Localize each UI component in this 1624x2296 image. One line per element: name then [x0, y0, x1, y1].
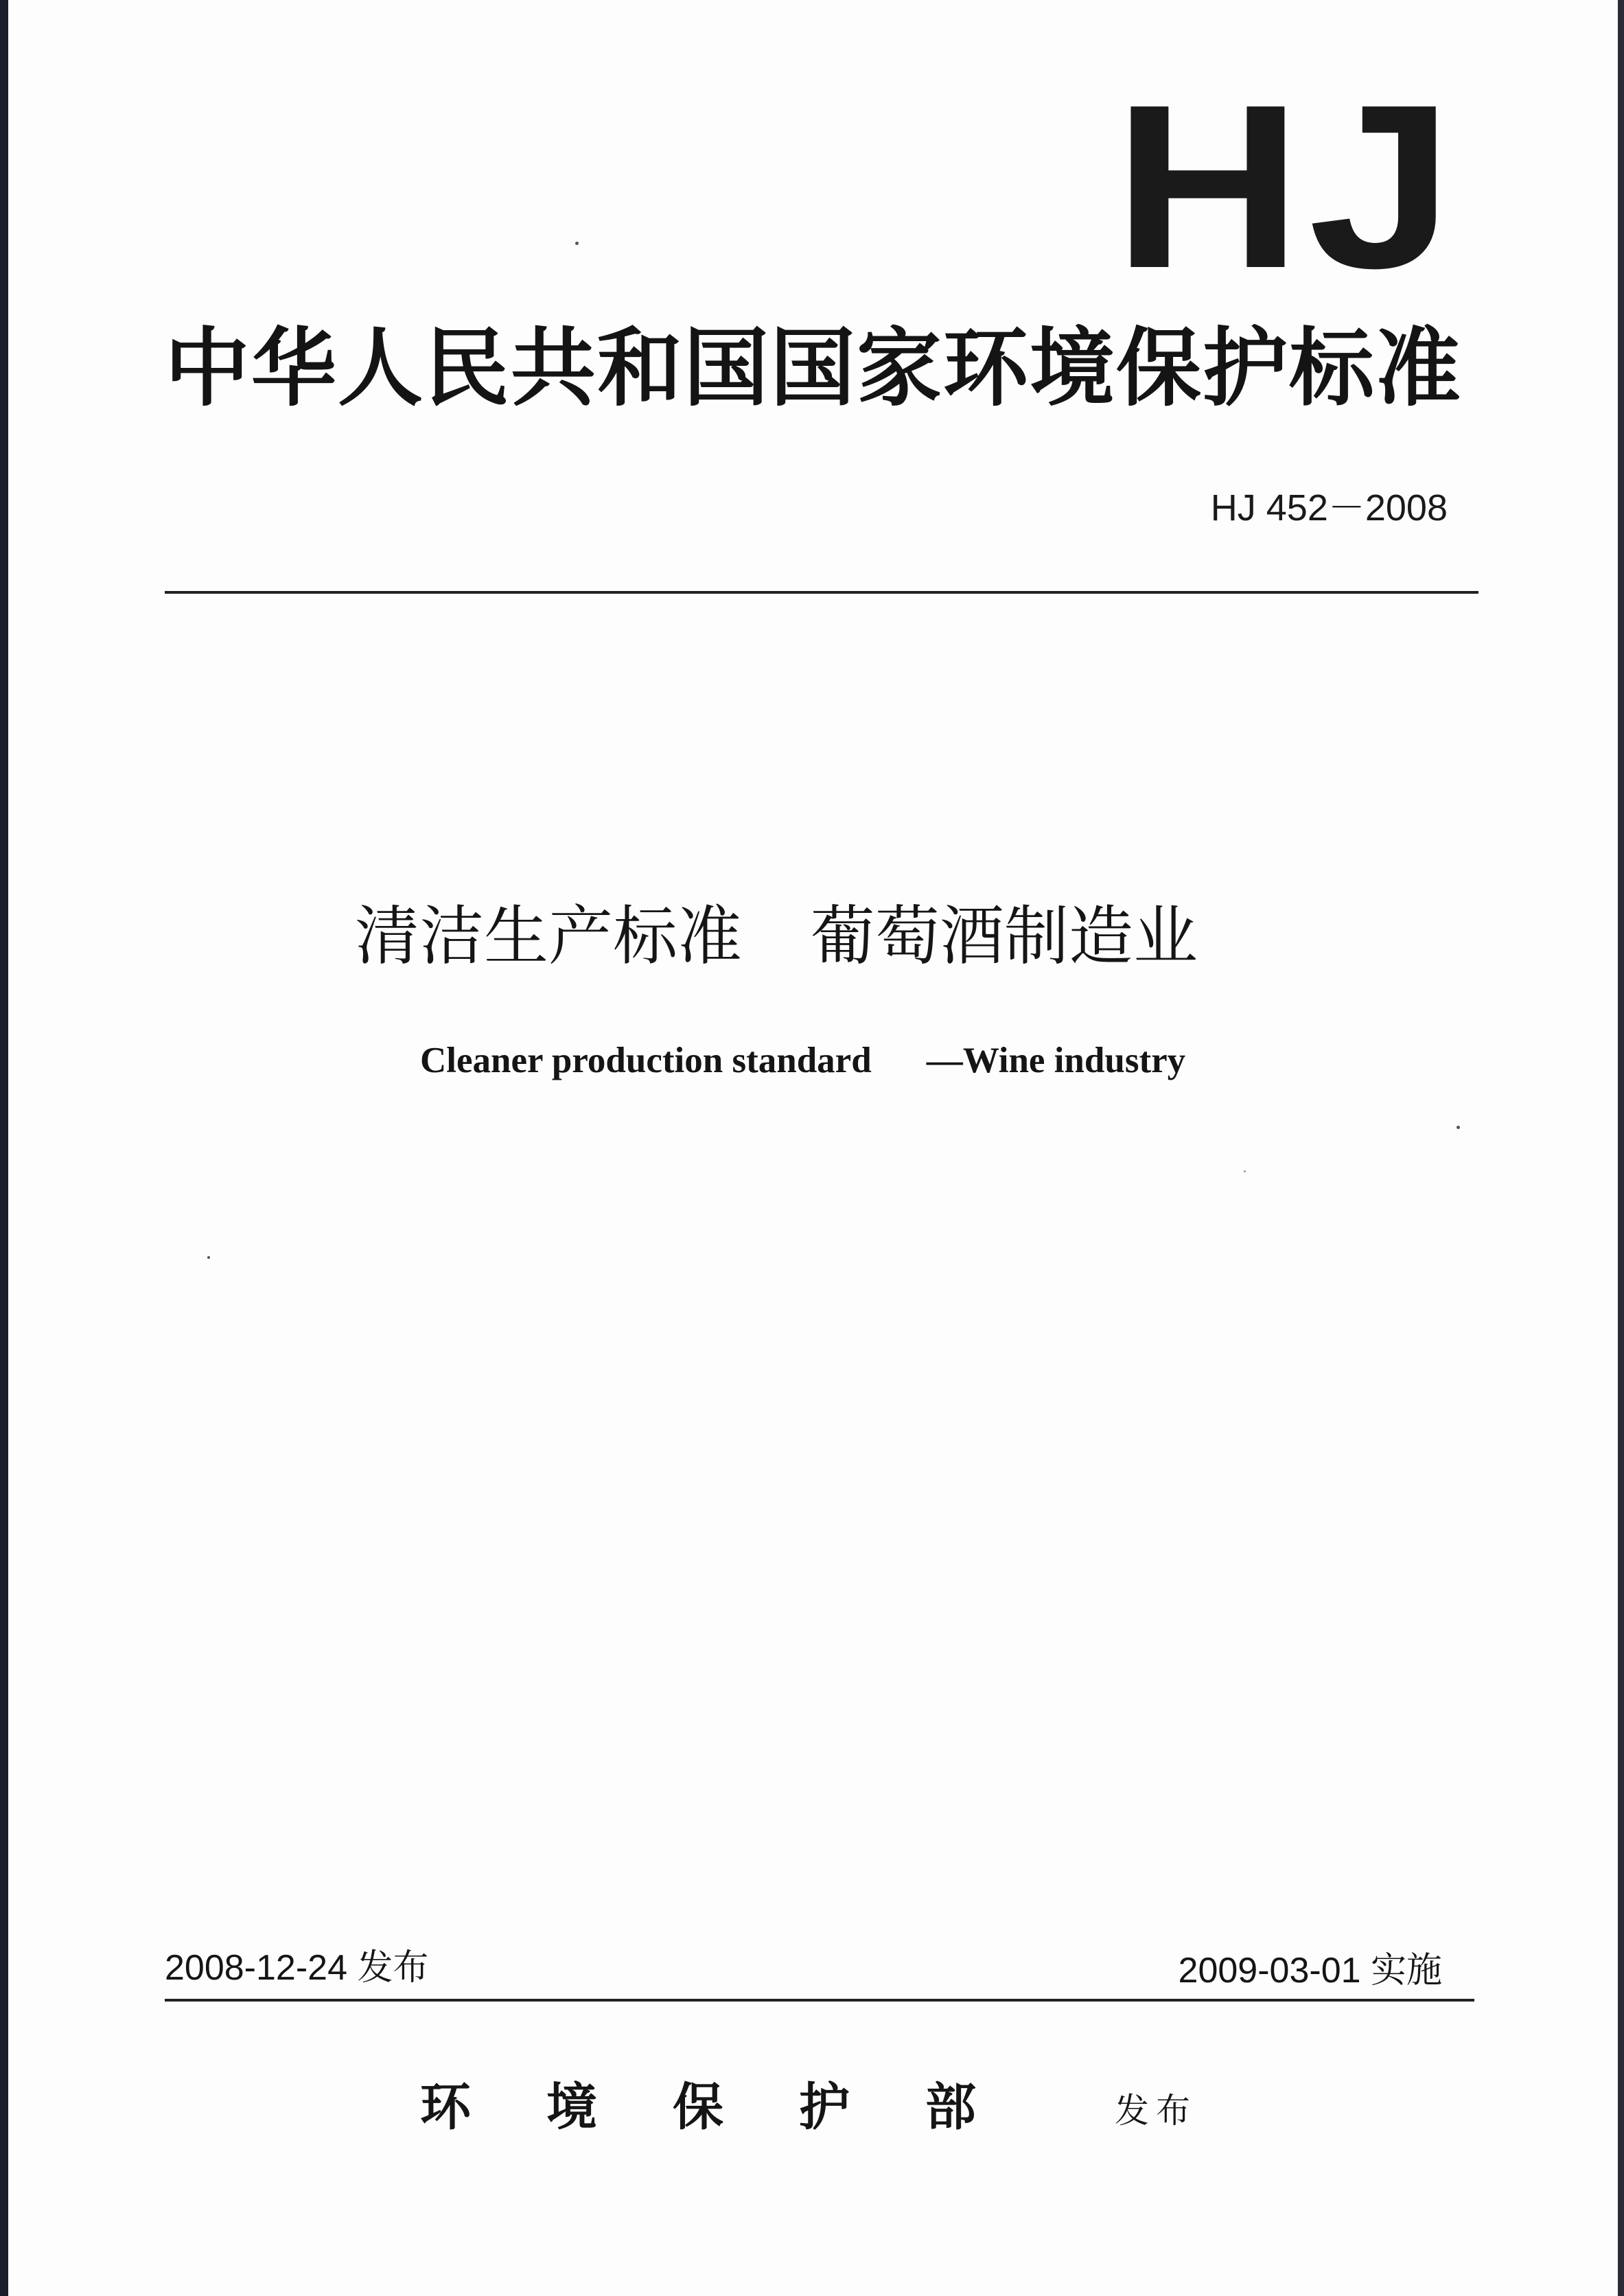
- scan-edge-right: [1618, 0, 1624, 2296]
- scan-speck: [1457, 1126, 1460, 1129]
- english-title-part2: —Wine industry: [926, 1041, 1186, 1080]
- scan-edge-left: [0, 0, 8, 2296]
- publisher-name: 环境保护部: [420, 2078, 1052, 2137]
- standard-number: HJ 452－2008: [1210, 487, 1448, 529]
- effective-date: 2009-03-01 实施: [1178, 1951, 1442, 1991]
- bottom-divider: [165, 1999, 1474, 2002]
- publisher-suffix: 发布: [1115, 2091, 1197, 2131]
- scan-speck: [207, 1256, 210, 1259]
- scan-speck: [1244, 1170, 1246, 1172]
- top-divider: [165, 591, 1478, 594]
- chinese-title: [355, 892, 1198, 982]
- chinese-title-part1: 清洁生产标准: [355, 899, 743, 974]
- standard-organization-title: 中华人民共和国国家环境保护标准: [165, 318, 1463, 418]
- cover-page: [8, 0, 1618, 2296]
- english-title: [420, 1036, 1185, 1085]
- chinese-title-part2: 葡萄酒制造业: [811, 899, 1198, 974]
- scan-speck: [575, 242, 579, 245]
- hj-logo: HJ: [1113, 56, 1460, 317]
- english-title-part1: Cleaner production standard: [420, 1041, 872, 1080]
- issue-date: 2008-12-24 发布: [165, 1948, 429, 1988]
